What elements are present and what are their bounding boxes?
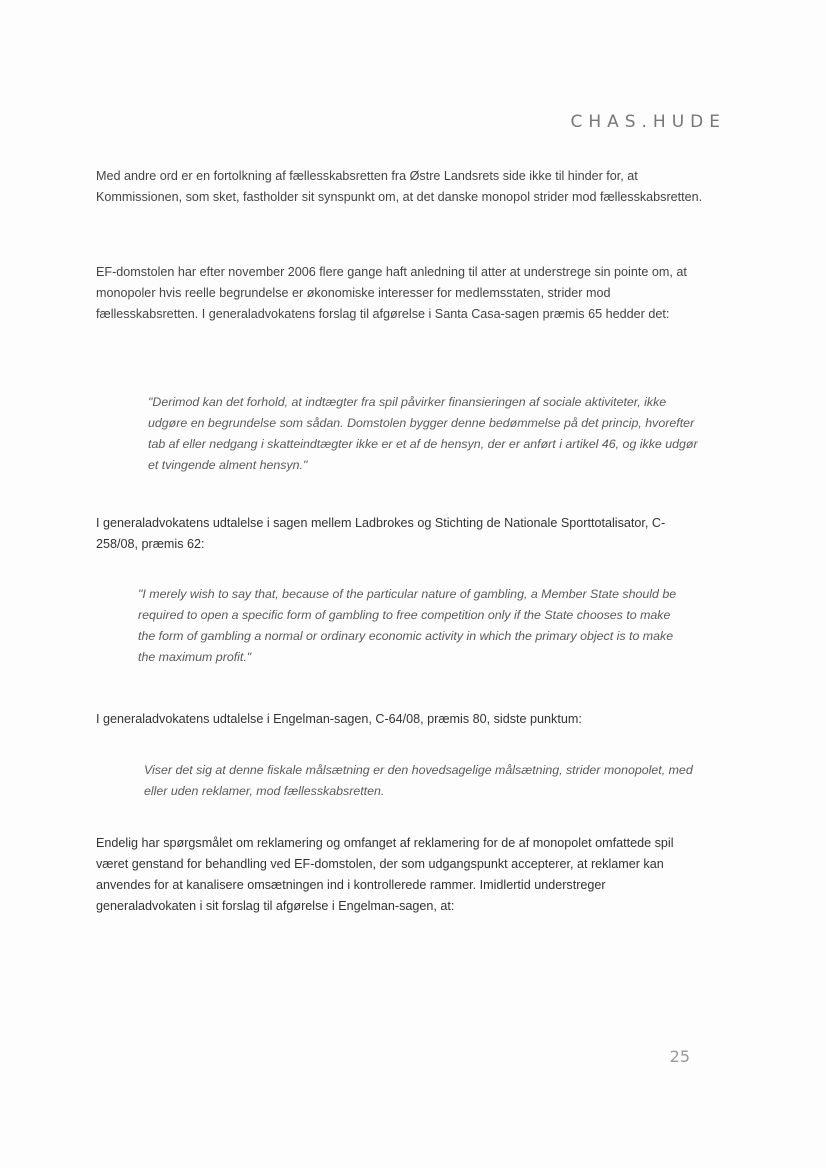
paragraph-ef-domstolen: EF-domstolen har efter november 2006 flere gange haft anledning til atter at understrege sin pointe om, at monopoler hvis reelle begrundelse er økonomiske interesser for medlemsstaten, strider mod fællesskabsretten. I generaladvokatens forslag til afgørelse i Santa Casa-sagen præmis 65 hedder det: [96, 265, 687, 321]
paragraph-reklamering: Endelig har spørgsmålet om reklamering og omfanget af reklamering for de af monopolet omfattede spil været genstand for behandling ved EF-domstolen, der som udgangspunkt accepterer, at reklamer kan anvendes for at kanalisere omsætningen ind i kontrollerede rammer. Imidlertid understreger generaladvokaten i sit forslag til afgørelse i Engelman-sagen, at: [96, 836, 674, 913]
quote-engelman: Viser det sig at denne fiskale målsætning er den hovedsagelige målsætning, strider monopolet, med eller uden reklamer, mod fællesskabsretten. [144, 763, 693, 798]
company-logo: CHAS.HUDE [570, 112, 726, 132]
page-number: 25 [669, 1047, 690, 1066]
paragraph-engelman: I generaladvokatens udtalelse i Engelman-sagen, C-64/08, præmis 80, sidste punktum: [96, 712, 582, 726]
quote-santa-casa: "Derimod kan det forhold, at indtægter fra spil påvirker finansieringen af sociale aktiviteter, ikke udgøre en begrundelse som sådan. Domstolen bygger denne bedømmelse på det princip, hvorefter tab af eller nedgang i skatteindtægter ikke er et af de hensyn, der er anført i artikel 46, og ikke udgør et tvingende alment hensyn." [148, 395, 698, 472]
quote-ladbrokes: "I merely wish to say that, because of the particular nature of gambling, a Member State should be required to open a specific form of gambling to free competition only if the State chooses to make the form of gambling a normal or ordinary economic activity in which the primary object is to make the maximum profit." [138, 587, 677, 664]
paragraph-ladbrokes: I generaladvokatens udtalelse i sagen mellem Ladbrokes og Stichting de Nationale Sporttotalisator, C-258/08, præmis 62: [96, 516, 666, 551]
paragraph-fortolkning: Med andre ord er en fortolkning af fællesskabsretten fra Østre Landsrets side ikke til hinder for, at Kommissionen, som sket, fastholder sit synspunkt om, at det danske monopol strider mod fællesskabsretten. [96, 169, 703, 204]
